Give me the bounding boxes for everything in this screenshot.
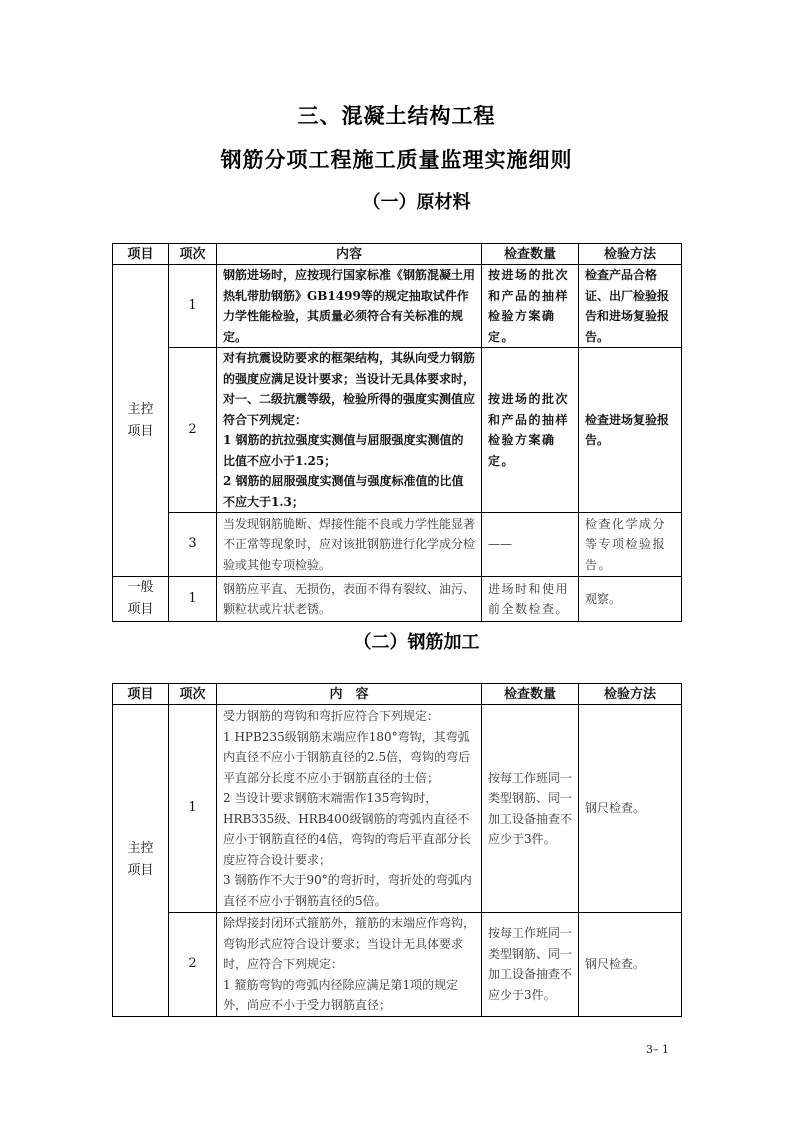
table-header-row [113,244,682,265]
quantity-cell: 按进场的批次和产品的抽样检验方案确定。 [482,265,579,348]
header-category: 项目 [113,244,169,265]
item-no: 2 [169,913,217,1017]
category-label: 主控 [127,841,154,857]
content-paragraph: 对有抗震设防要求的框架结构，其纵向受力钢筋的强度应满足设计要求；当设计无具体要求时，对一、二级抗震等级，检验所得的强度实测值应符合下列规定： [223,351,476,427]
content-paragraph: 1 钢筋的抗拉强度实测值与屈服强度实测值的比值不应小于1.25； [223,433,464,468]
method-cell: 钢尺检查。 [579,705,682,913]
category-cell [113,705,169,1017]
table-row [113,513,682,577]
content-paragraph: 1 HPB235级钢筋末端应作180°弯钩，其弯弧内直径不应小于钢筋直径的2.5倍，弯钩的弯后平直部分长度不应小于钢筋直径的士倍； [223,729,471,785]
category-cell [113,577,169,622]
header-content: 内容 [217,244,482,265]
category-label: 项目 [127,602,154,617]
table-row [113,577,682,622]
content-paragraph: 3 钢筋作不大于90°的弯折时，弯折处的弯弧内直径不应小于钢筋直径的5倍。 [223,873,472,908]
method-cell: 观察。 [579,577,682,622]
content-cell: 钢筋进场时，应按现行国家标准《钢筋混凝土用热轧带肋钢筋》GB1499等的规定抽取试件作力学性能检验，其质量必须符合有关标准的规定。 [217,265,482,348]
item-no: 3 [169,513,217,577]
content-paragraph: 1 箍筋弯钩的弯弧内径除应满足第1项的规定外，尚应不小于受力钢筋直径； [223,977,459,1012]
header-quantity: 检查数量 [482,244,579,265]
content-cell: 钢筋应平直、无损伤，表面不得有裂纹、油污、颗粒状或片状老锈。 [217,577,482,622]
table-row [113,913,682,1017]
table-row [113,348,682,513]
content-paragraph: 受力钢筋的弯钩和弯折应符合下列规定： [223,709,440,723]
content-cell [217,705,482,913]
content-paragraph: 2 钢筋的屈服强度实测值与强度标准值的比值不应大于1.3； [223,474,464,509]
item-no: 1 [169,705,217,913]
method-cell: 检查产品合格证、出厂检验报告和进场复验报告。 [579,265,682,348]
quantity-cell: 进场时和使用前全数检查。 [482,577,579,622]
table-row [113,265,682,348]
content-cell: 当发现钢筋脆断、焊接性能不良或力学性能显著不正常等现象时，应对该批钢筋进行化学成分检验或其他专项检验。 [217,513,482,577]
content-paragraph: 除焊接封闭环式箍筋外，箍筋的末端应作弯钩，弯钩形式应符合设计要求；当设计无具体要求时，应符合下列规定： [223,916,476,971]
content-cell [217,913,482,1017]
rebar-processing-table [112,683,682,1017]
item-no: 1 [169,265,217,348]
section-title: 三、混凝土结构工程 [297,103,496,128]
quantity-cell: 按每工作班同一类型钢筋、同一加工设备抽查不应少于3件。 [482,705,579,913]
header-content: 内 容 [217,684,482,705]
content-cell [217,348,482,513]
page-number: 3– 1 [646,1043,669,1056]
part1-heading: （一）原材料 [362,192,471,213]
category-cell [113,265,169,577]
method-cell: 钢尺检查。 [579,913,682,1017]
content-paragraph: 2 当设计要求钢筋末端需作135弯钩时，HRB335级、HRB400级钢筋的弯弧内直径不应小于钢筋直径的4倍，弯钩的弯后平直部分长度应符合设计要求； [223,791,471,867]
document-title: 钢筋分项工程施工质量监理实施细则 [220,147,573,172]
part2-heading: （二）钢筋加工 [353,632,480,653]
header-item-no: 项次 [169,244,217,265]
quantity-cell: —— [482,513,579,577]
quantity-cell: 按进场的批次和产品的抽样检验方案确定。 [482,348,579,513]
category-label: 主控 [127,401,154,417]
table-header-row [113,684,682,705]
header-method: 检验方法 [579,244,682,265]
raw-materials-table [112,243,682,622]
item-no: 1 [169,577,217,622]
item-no: 2 [169,348,217,513]
header-method: 检验方法 [579,684,682,705]
category-label: 一般 [127,580,154,595]
header-item-no: 项次 [169,684,217,705]
method-cell: 检查化学成分等专项检验报告。 [579,513,682,577]
header-quantity: 检查数量 [482,684,579,705]
method-cell: 检查进场复验报告。 [579,348,682,513]
category-label: 项目 [127,863,154,879]
header-category: 项目 [113,684,169,705]
table-row [113,705,682,913]
quantity-cell: 按每工作班同一类型钢筋、同一加工设备抽查不应少于3件。 [482,913,579,1017]
category-label: 项目 [127,423,154,439]
